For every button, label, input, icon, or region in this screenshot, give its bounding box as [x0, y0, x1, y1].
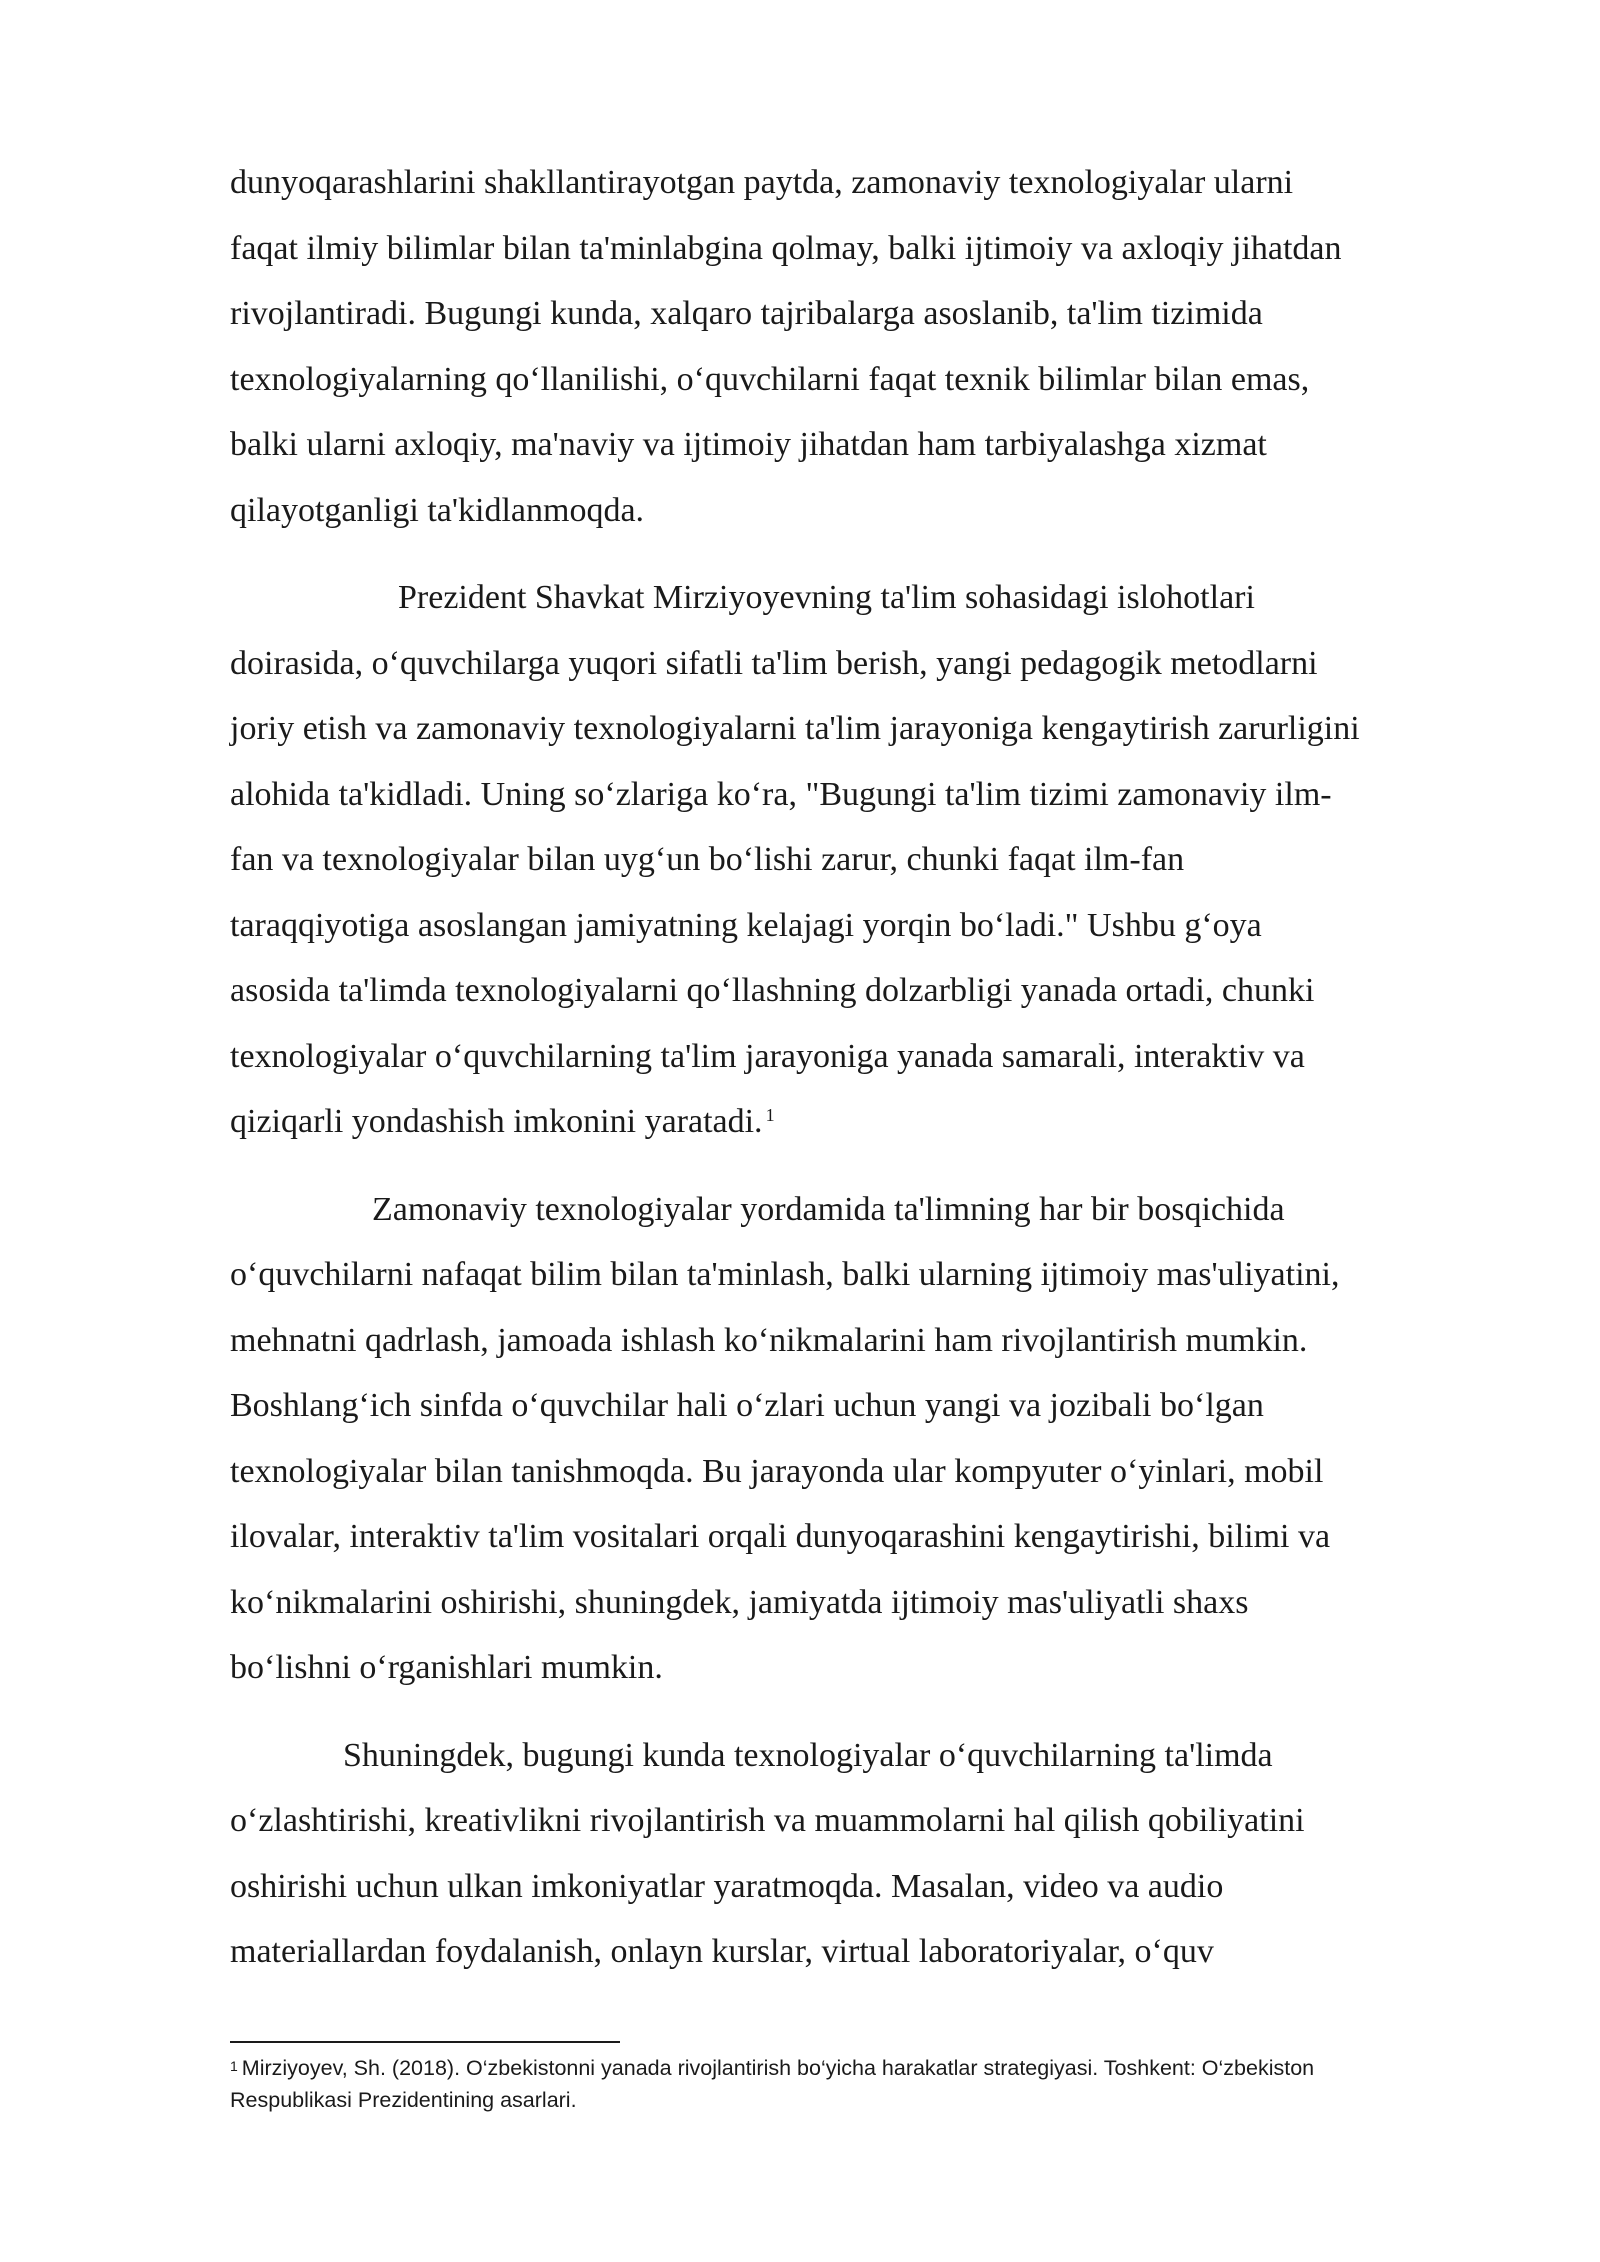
text-line: asosida ta'limda texnologiyalarni qo‘llashning dolzarbligi yanada ortadi, chunki: [230, 972, 1315, 1009]
paragraph: [230, 150, 1485, 543]
text-line: materiallardan foydalanish, onlayn kurslar, virtual laboratoriyalar, o‘quv: [230, 1933, 1214, 1970]
text-line: Zamonaviy texnologiyalar yordamida ta'limning har bir bosqichida: [372, 1190, 1285, 1228]
text-line: dunyoqarashlarini shakllantirayotgan paytda, zamonaviy texnologiyalar ularni: [230, 164, 1294, 201]
text-line: o‘zlashtirishi, kreativlikni rivojlantirish va muammolarni hal qilish qobiliyatini: [230, 1802, 1305, 1839]
text-line: texnologiyalarning qo‘llanilishi, o‘quvchilarni faqat texnik bilimlar bilan emas,: [230, 360, 1310, 398]
text-line: texnologiyalar bilan tanishmoqda. Bu jarayonda ular kompyuter o‘yinlari, mobil: [230, 1452, 1324, 1490]
text-line: mehnatni qadrlash, jamoada ishlash ko‘nikmalarini ham rivojlantirish mumkin.: [230, 1321, 1308, 1359]
text-line: doirasida, o‘quvchilarga yuqori sifatli ta'lim berish, yangi pedagogik metodlarni: [230, 644, 1318, 682]
footnote-line: Respublikasi Prezidentining asarlari.: [230, 2088, 577, 2112]
text-line: Shuningdek, bugungi kunda texnologiyalar o‘quvchilarning ta'limda: [343, 1736, 1273, 1774]
paragraph: [230, 565, 1485, 1155]
text-line: ilovalar, interaktiv ta'lim vositalari orqali dunyoqarashini kengaytirishi, bilimi va: [230, 1518, 1331, 1555]
paragraph: [230, 1723, 1485, 1985]
text-line: [230, 1089, 1485, 1155]
text-line: fan va texnologiyalar bilan uyg‘un bo‘lishi zarur, chunki faqat ilm-fan: [230, 841, 1185, 878]
paragraph: [230, 1177, 1485, 1701]
footnote-separator: [230, 2041, 620, 2043]
document-body: [230, 150, 1485, 1985]
text-line: Boshlang‘ich sinfda o‘quvchilar hali o‘zlari uchun yangi va jozibali bo‘lgan: [230, 1387, 1264, 1424]
footnote-reference[interactable]: 1: [765, 1105, 775, 1125]
text-line: bo‘lishni o‘rganishlari mumkin.: [230, 1649, 663, 1686]
text-line: oshirishi uchun ulkan imkoniyatlar yaratmoqda. Masalan, video va audio: [230, 1867, 1224, 1905]
text-line-content: qiziqarli yondashish imkonini yaratadi.: [230, 1103, 763, 1140]
text-line: alohida ta'kidladi. Uning so‘zlariga ko‘ra, "Bugungi ta'lim tizimi zamonaviy ilm-: [230, 775, 1332, 813]
text-line: o‘quvchilarni nafaqat bilim bilan ta'minlash, balki ularning ijtimoiy mas'uliyatini,: [230, 1256, 1340, 1293]
footnote: [230, 2052, 1500, 2116]
footnote-text: Mirziyoyev, Sh. (2018). O‘zbekistonni yanada rivojlantirish bo‘yicha harakatlar strategiyasi. Toshkent: O‘zbekiston: [241, 2056, 1315, 2080]
text-line: joriy etish va zamonaviy texnologiyalarni ta'lim jarayoniga kengaytirish zarurligini: [230, 710, 1360, 747]
text-line: ko‘nikmalarini oshirishi, shuningdek, jamiyatda ijtimoiy mas'uliyatli shaxs: [230, 1583, 1249, 1621]
text-line: taraqqiyotiga asoslangan jamiyatning kelajagi yorqin bo‘ladi." Ushbu g‘oya: [230, 906, 1262, 944]
text-line: Prezident Shavkat Mirziyoyevning ta'lim sohasidagi islohotlari: [398, 579, 1255, 616]
text-line: balki ularni axloqiy, ma'naviy va ijtimoiy jihatdan ham tarbiyalashga xizmat: [230, 426, 1267, 463]
text-line: faqat ilmiy bilimlar bilan ta'minlabgina qolmay, balki ijtimoiy va axloqiy jihatdan: [230, 229, 1342, 267]
footnote-number: 1: [230, 2058, 238, 2074]
footnote-line: [230, 2052, 1500, 2084]
text-line: qilayotganligi ta'kidlanmoqda.: [230, 491, 645, 529]
text-line: texnologiyalar o‘quvchilarning ta'lim jarayoniga yanada samarali, interaktiv va: [230, 1037, 1305, 1075]
text-line: rivojlantiradi. Bugungi kunda, xalqaro tajribalarga asoslanib, ta'lim tizimida: [230, 295, 1263, 332]
